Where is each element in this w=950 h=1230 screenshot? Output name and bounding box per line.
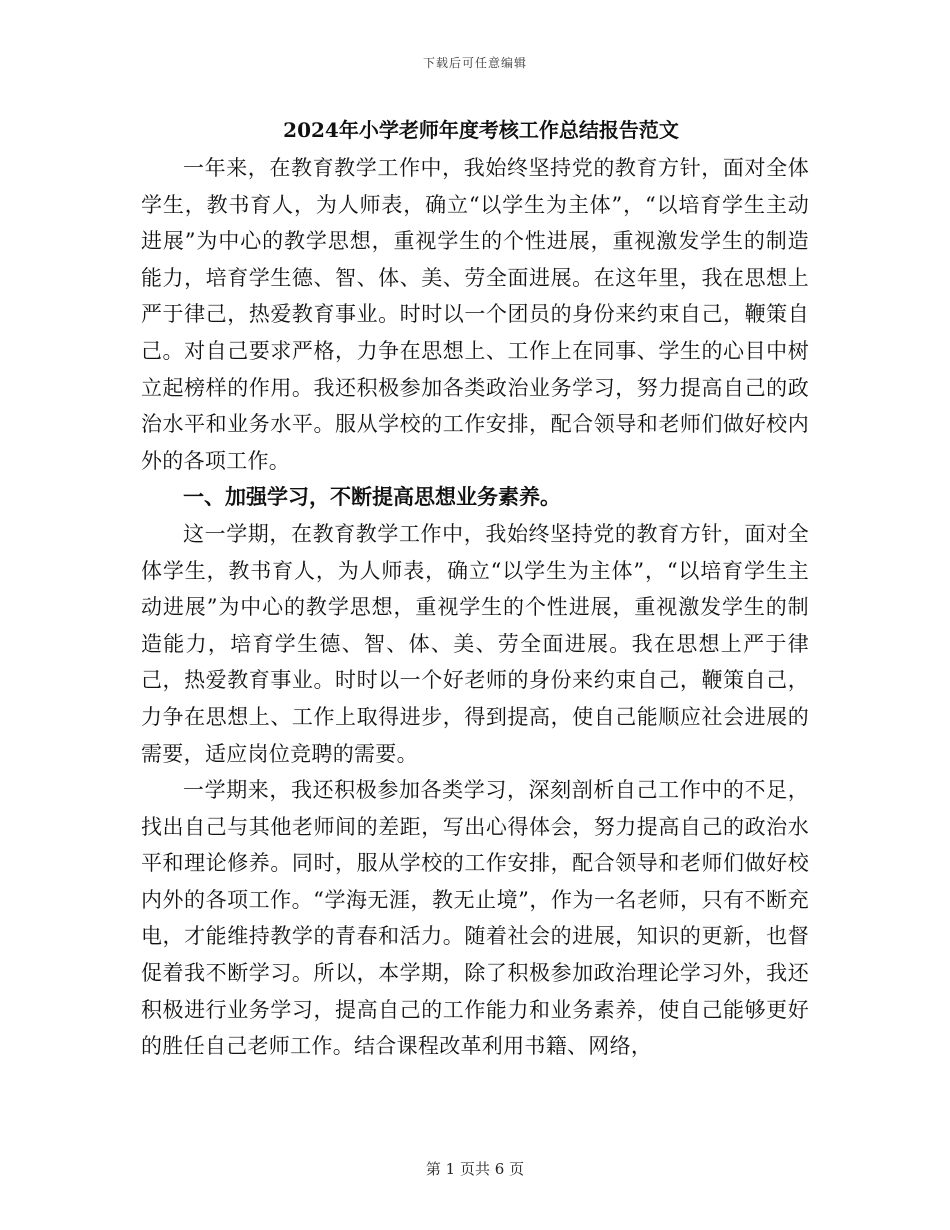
document-body — [141, 110, 809, 1065]
document-title: 2024年小学老师年度考核工作总结报告范文 — [283, 118, 679, 142]
intro-paragraph: 一年来，在教育教学工作中，我始终坚持党的教育方针，面对全体学生，教书育人，为人师表，确立“以学生为主体”，“以培育学生主动进展”为中心的教学思想，重视学生的个性进展，重视激发学生的制造能力，培育学生德、智、体、美、劳全面进展。在这年里，我在思想上严于律己，热爱教育事业。时时以一个团员的身份来约束自己，鞭策自己。对自己要求严格，力争在思想上、工作上在同事、学生的心目中树立起榜样的作用。我还积极参加各类政治业务学习，努力提高自己的政治水平和业务水平。服从学校的工作安排，配合领导和老师们做好校内外的各项工作。 — [141, 156, 809, 473]
page-number-footer: 第 1 页共 6 页 — [425, 1160, 525, 1178]
header-note: 下载后可任意编辑 — [422, 56, 527, 70]
section-1-paragraph-1: 这一学期，在教育教学工作中，我始终坚持党的教育方针，面对全体学生，教书育人，为人师表，确立“以学生为主体”，“以培育学生主动进展”为中心的教学思想，重视学生的个性进展，重视激发学生的制造能力，培育学生德、智、体、美、劳全面进展。我在思想上严于律己，热爱教育事业。时时以一个好老师的身份来约束自己，鞭策自己，力争在思想上、工作上取得进步，得到提高，使自己能顺应社会进展的需要，适应岗位竞聘的需要。 — [141, 521, 809, 766]
section-1-paragraph-2: 一学期来，我还积极参加各类学习，深刻剖析自己工作中的不足，找出自己与其他老师间的差距，写出心得体会，努力提高自己的政治水平和理论修养。同时，服从学校的工作安排，配合领导和老师们做好校内外的各项工作。“学海无涯，教无止境”，作为一名老师，只有不断充电，才能维持教学的青春和活力。随着社会的进展，知识的更新，也督促着我不断学习。所以，本学期，除了积极参加政治理论学习外，我还积极进行业务学习，提高自己的工作能力和业务素养，使自己能够更好的胜任自己老师工作。结合课程改革利用书籍、网络， — [141, 778, 809, 1059]
section-heading-1: 一、加强学习，不断提高思想业务素养。 — [183, 484, 561, 510]
